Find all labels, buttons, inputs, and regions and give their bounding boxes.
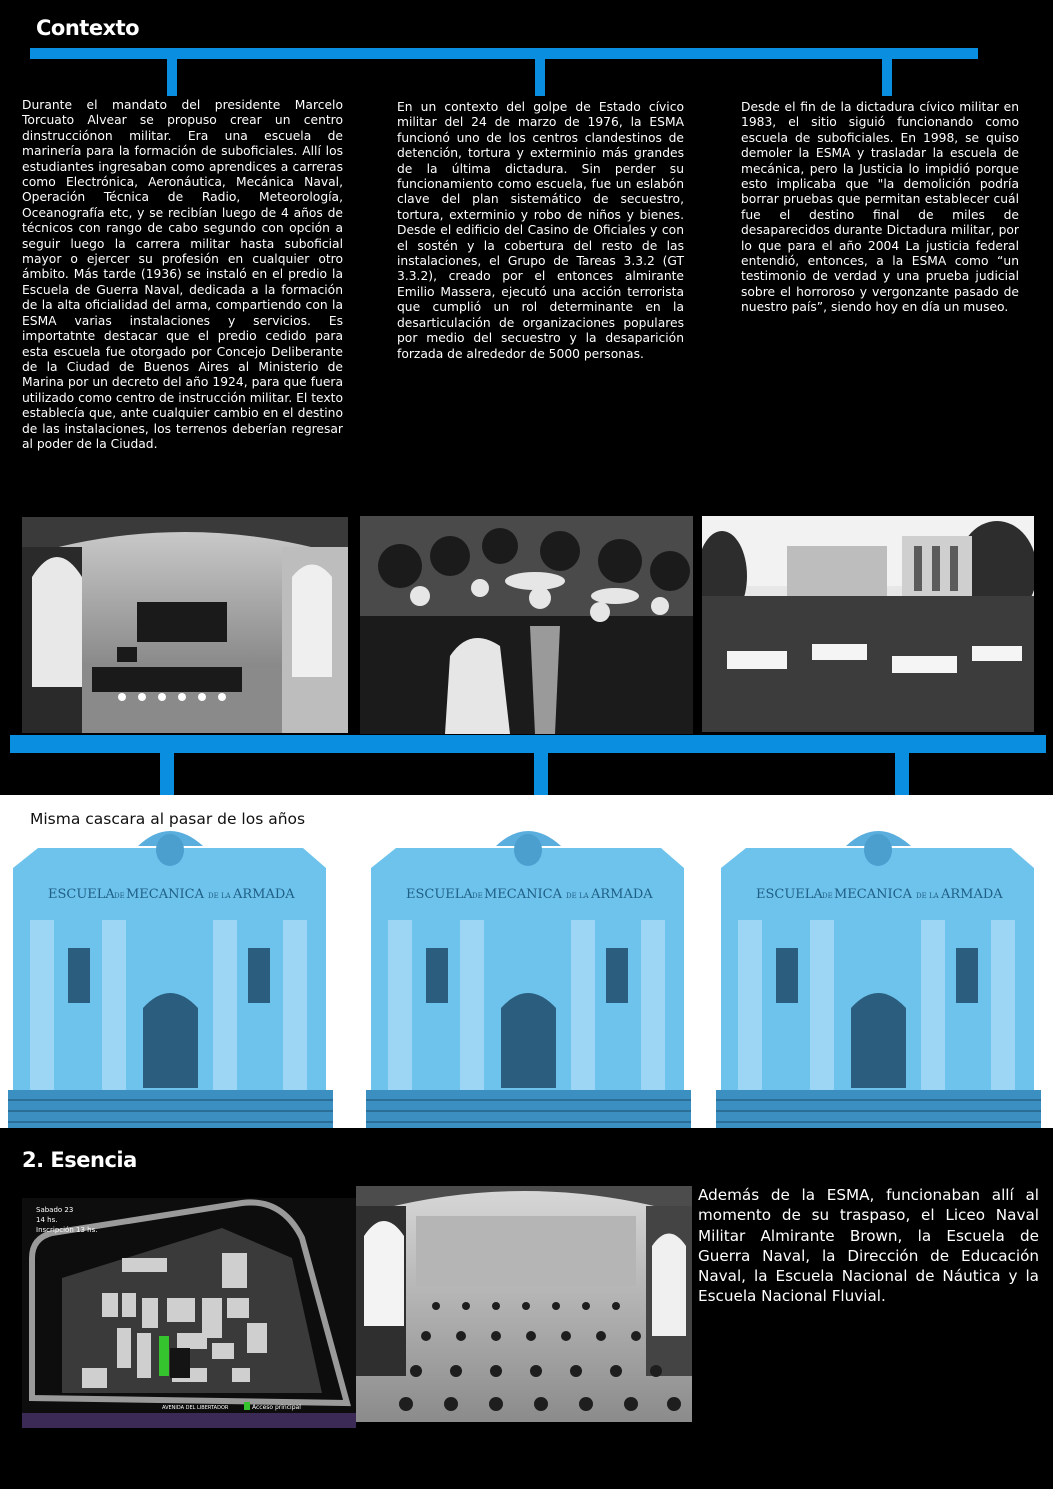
facade-inscription-mecanica-1: MECANICA bbox=[126, 887, 204, 902]
facade-inscription-escuela-3: ESCUELA bbox=[756, 887, 823, 902]
facade-inscription-armada-2: ARMADA bbox=[591, 887, 653, 902]
section-title-esencia: 2. Esencia bbox=[22, 1148, 137, 1172]
facade-inscription-mecanica-2: MECANICA bbox=[484, 887, 562, 902]
facade-inscription-escuela-2: ESCUELA bbox=[406, 887, 473, 902]
facade-image-3 bbox=[716, 828, 1041, 1128]
timeline-tick-2 bbox=[535, 56, 545, 96]
esencia-paragraph: Además de la ESMA, funcionaban allí al momento de su traspaso, el Liceo Naval Militar Almirante Brown, la Escuela de Guerra Naval, la Dirección de Educación Naval, la Escuela Nacional de Náutica y la Escuela Nacional Fluvial. bbox=[698, 1186, 1039, 1306]
map-info-line2: 14 hs. bbox=[36, 1216, 58, 1224]
facade-inscription-armada-1: ARMADA bbox=[233, 887, 295, 902]
section-title-contexto: Contexto bbox=[36, 16, 140, 40]
timeline-tick-6 bbox=[895, 750, 909, 798]
photo-crowd bbox=[702, 516, 1034, 732]
facade-inscription-de-3: DE bbox=[822, 892, 833, 900]
facade-image-1 bbox=[8, 828, 333, 1128]
timeline-tick-4 bbox=[160, 750, 174, 796]
map-access-label: Acceso principal bbox=[252, 1404, 301, 1411]
facade-image-2 bbox=[366, 828, 691, 1128]
map-street-bottom: AVENIDA DEL LIBERTADOR bbox=[162, 1405, 229, 1411]
photo-officers bbox=[360, 516, 693, 734]
facade-inscription-de-1: DE bbox=[114, 892, 125, 900]
facade-inscription-armada-3: ARMADA bbox=[941, 887, 1003, 902]
photo-drill-hall bbox=[22, 517, 348, 733]
facade-inscription-escuela-1: ESCUELA bbox=[48, 887, 115, 902]
map-info-line1: Sabado 23 bbox=[36, 1206, 74, 1214]
photo-gymnasium bbox=[356, 1186, 692, 1422]
facade-inscription-dela-1: DE LA bbox=[208, 892, 231, 900]
facade-inscription-de-2: DE bbox=[472, 892, 483, 900]
text-column-1: Durante el mandato del presidente Marcelo Torcuato Alvear se propuso crear un centro dinstrucciónon militar. Era una escuela de marinería para la formación de suboficiales. Allí los estudiantes ingresaban como aprendices a carreras como Electrónica, Aeronáutica, Mecánica Naval, Operación Técnica de Radio, Meteorología, Oceanografía etc, y se recibían luego de 4 años de técnicos con rango de cabo segundo con opción a seguir luego la carrera militar hasta suboficial mayor o ejercer su profesión en cualquier otro ámbito. Más tarde (1936) se instaló en el predio la Escuela de Guerra Naval, dedicada a la formación de la alta oficialidad del arma, compartiendo con la ESMA varias instalaciones y servicios. Es importatnte destacar que el predio cedido para esta escuela fue otorgado por Concejo Deliberante de la Ciudad de Buenos Aires al Ministerio de Marina por un decreto del año 1924, para que fuera utilizado como centro de instrucción militar. El texto establecía que, ante cualquier cambio en el destino de las instalaciones, los terrenos deberían regresar al poder de la Ciudad. bbox=[22, 98, 343, 451]
facade-inscription-dela-2: DE LA bbox=[566, 892, 589, 900]
facade-inscription-mecanica-3: MECANICA bbox=[834, 887, 912, 902]
facade-inscription-dela-3: DE LA bbox=[916, 892, 939, 900]
timeline-tick-1 bbox=[167, 56, 177, 96]
facade-caption: Misma cascara al pasar de los años bbox=[30, 810, 306, 828]
map-info-line3: Inscripción 13 hs. bbox=[36, 1226, 98, 1234]
text-column-3: Desde el fin de la dictadura cívico militar en 1983, el sitio siguió funcionando como escuela de suboficiales. En 1998, se quiso demoler la ESMA y trasladar la escuela de mecánica, pero la Justicia lo impidió porque esto implicaba que "la demolición podría borrar pruebas que permitan establecer cuál fue el destino final de miles de desaparecidos durante Dictadura militar, por lo que para el año 2004 La justicia federal entendió, entonces, a la ESMA como “un testimonio de verdad y una prueba judicial sobre el horroroso y vergonzante pasado de nuestro país”, siendo hoy en día un museo. bbox=[741, 100, 1019, 315]
access-marker-icon bbox=[244, 1402, 250, 1410]
text-column-2: En un contexto del golpe de Estado cívico militar del 24 de marzo de 1976, la ESMA funcionó uno de los centros clandestinos de detención, tortura y exterminio más grandes de la última dictadura. Sin perder su funcionamiento como escuela, fue un eslabón clave del plan sistemático de secuestro, tortura, exterminio y robo de niños y bienes. Desde el edificio del Casino de Oficiales y con el sostén y la cobertura del resto de las instalaciones, el Grupo de Tareas 3.3.2 (GT 3.3.2), creado por el entonces almirante Emilio Massera, ejecutó una acción terrorista que cumplió un rol determinante en la desarticulación de organizaciones populares por medio del secuestro y la desaparición forzada de alrededor de 5000 personas. bbox=[397, 100, 684, 361]
timeline-tick-3 bbox=[882, 56, 892, 96]
site-map bbox=[22, 1198, 356, 1428]
